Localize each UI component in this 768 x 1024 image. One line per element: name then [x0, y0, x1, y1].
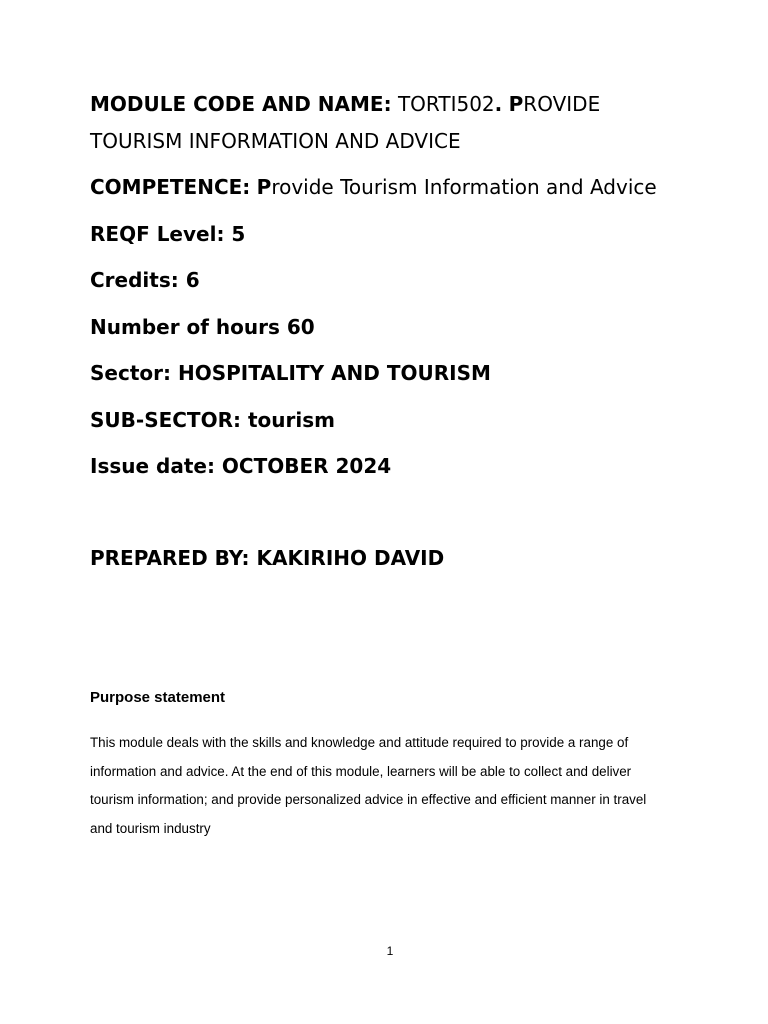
subsector-label: SUB-SECTOR: — [90, 408, 241, 432]
subsector-value: tourism — [247, 408, 335, 432]
sector-label: Sector: — [90, 361, 171, 385]
credits-label: Credits: — [90, 268, 179, 292]
module-name-rest: ROVIDE — [523, 92, 601, 116]
subsector-line — [90, 408, 335, 432]
hours-label: Number of hours — [90, 315, 280, 339]
module-code-line — [90, 92, 600, 116]
purpose-line: This module deals with the skills and knowledge and attitude required to provide a range of — [90, 735, 629, 750]
reqf-level-label: REQF Level: — [90, 222, 225, 246]
competence-value: rovide Tourism Information and Advice — [271, 175, 657, 199]
credits-value: 6 — [185, 268, 200, 292]
purpose-statement — [90, 729, 690, 843]
competence-initial: P — [256, 175, 272, 199]
sector-line — [90, 361, 491, 385]
issue-date-label: Issue date: — [90, 454, 215, 478]
page-number: 1 — [386, 944, 394, 958]
reqf-level-line — [90, 222, 245, 246]
purpose-heading: Purpose statement — [90, 689, 226, 706]
prepared-by-line — [90, 546, 444, 570]
competence-line — [90, 175, 657, 199]
module-code-label: MODULE CODE AND NAME: — [90, 92, 392, 116]
sector-value: HOSPITALITY AND TOURISM — [177, 361, 491, 385]
prepared-by-label: PREPARED BY: — [90, 546, 250, 570]
module-code-dot: . — [494, 92, 503, 116]
purpose-line: and tourism industry — [90, 820, 211, 836]
hours-value: 60 — [286, 315, 315, 339]
reqf-level-value: 5 — [231, 222, 246, 246]
credits-line — [90, 268, 200, 292]
prepared-by-value: KAKIRIHO DAVID — [256, 546, 445, 570]
module-name-line2: TOURISM INFORMATION AND ADVICE — [90, 129, 461, 153]
module-name-initial: P — [508, 92, 524, 116]
module-code-value: TORTI502 — [397, 92, 495, 116]
purpose-line: information and advice. At the end of this module, learners will be able to collect and deliver — [90, 763, 632, 779]
issue-date-value: OCTOBER 2024 — [221, 454, 392, 478]
issue-date-line — [90, 454, 391, 478]
hours-line — [90, 315, 315, 339]
purpose-line: tourism information; and provide personalized advice in effective and efficient manner in travel — [90, 792, 647, 808]
competence-label: COMPETENCE: — [90, 175, 251, 199]
